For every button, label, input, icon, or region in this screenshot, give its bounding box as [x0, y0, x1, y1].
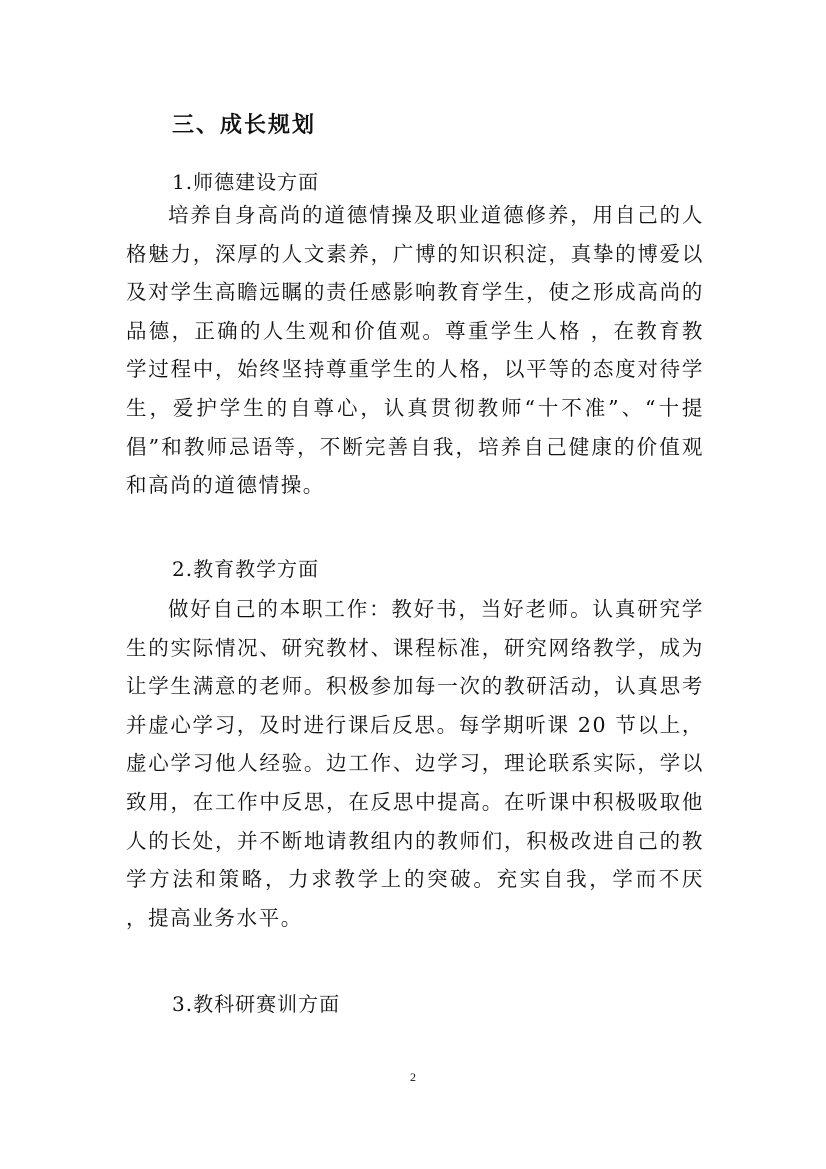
paragraph-teaching: 做好自己的本职工作：教好书，当好老师。认真研究学生的实际情况、研究教材、课程标准，研究网络教学，成为让学生满意的老师。积极参加每一次的教研活动，认真思考并虚心学习，及时进行课后反思。每学期听课 20 节以上，虚心学习他人经验。边工作、边学习，理论联系实际，学以致用，在工作中反思，在反思中提高。在听课中积极吸取他人的长处，并不断地请教组内的教师们，积极改进自己的教学方法和策略，力求教学上的突破。充实自我，学而不厌 ，提高业务水平。	[126, 597, 704, 930]
subsection-heading-ethics: 1.师德建设方面	[172, 170, 320, 194]
page-number: 2	[410, 1070, 416, 1084]
paragraph-ethics: 培养自身高尚的道德情操及职业道德修养，用自己的人格魅力，深厚的人文素养，广博的知识积淀，真挚的博爱以及对学生高瞻远瞩的责任感影响教育学生，使之形成高尚的品德，正确的人生观和价值观。尊重学生人格 ，在教育教学过程中，始终坚持尊重学生的人格，以平等的态度对待学生，爱护学生的自尊心，认真贯彻教师“十不准”、“十提倡”和教师忌语等，不断完善自我，培养自己健康的价值观和高尚的道德情操。	[126, 203, 704, 498]
section-title: 三、成长规划	[172, 112, 317, 138]
subsection-heading-teaching: 2.教育教学方面	[172, 557, 320, 581]
subsection-heading-research: 3.教科研赛训方面	[172, 992, 341, 1016]
